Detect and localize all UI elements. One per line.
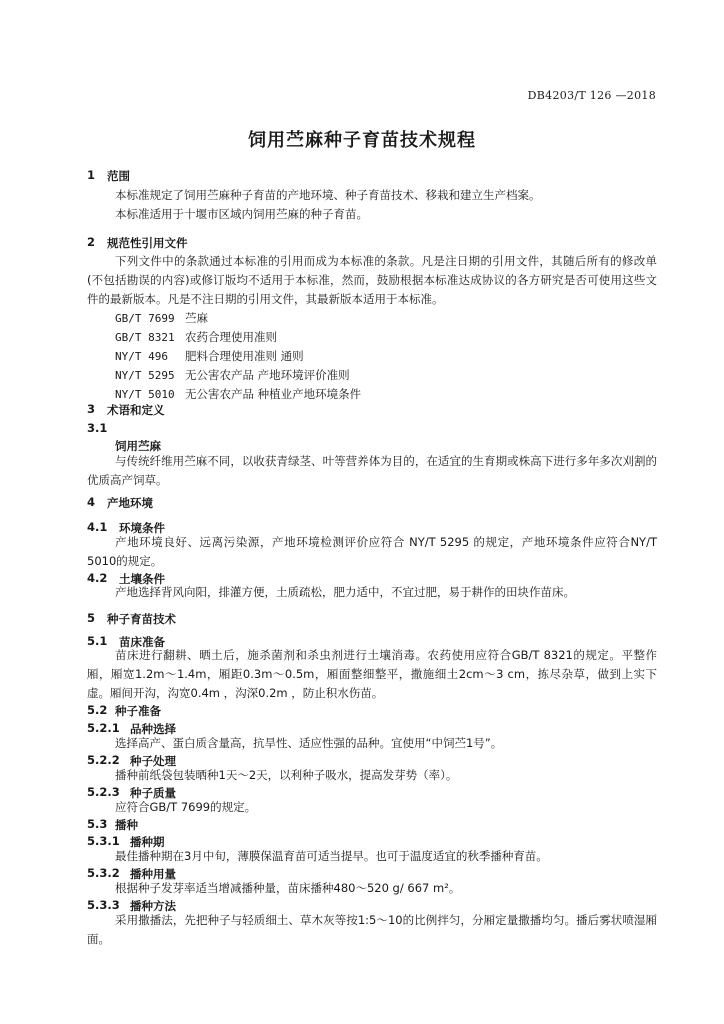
section-5-1-number: 5.1 bbox=[87, 634, 108, 648]
section-5-3-3-number: 5.3.3 bbox=[87, 898, 120, 912]
section-5-3-1-number: 5.3.1 bbox=[87, 834, 120, 848]
section-5-3-3-title: 播种方法 bbox=[130, 899, 176, 913]
section-4-1-para: 产地环境良好、远离污染源，产地环境检测评价应符合 NY/T 5295 的规定，产地环境条件应符合NY/T 5010的规定。 bbox=[87, 535, 657, 568]
document-title: 饲用苎麻种子育苗技术规程 bbox=[248, 130, 476, 151]
section-1-para-1: 本标准规定了饲用苎麻种子育苗的产地环境、种子育苗技术、移栽和建立生产档案。 bbox=[115, 188, 541, 202]
section-2-number: 2 bbox=[87, 235, 96, 249]
section-4-1-number: 4.1 bbox=[87, 520, 108, 534]
section-5-3-title: 播种 bbox=[115, 818, 138, 832]
section-2-title: 规范性引用文件 bbox=[107, 236, 188, 250]
section-5-2-2-para: 播种前纸袋包装晒种1天～2天，以利种子吸水，提高发芽势（率）。 bbox=[115, 768, 458, 782]
section-5-2-1-title: 品种选择 bbox=[130, 722, 176, 736]
section-5-3-2-number: 5.3.2 bbox=[87, 866, 120, 880]
section-4-2-title: 土壤条件 bbox=[119, 572, 165, 586]
section-5-2-1-para: 选择高产、蛋白质含量高，抗旱性、适应性强的品种。宜使用“中饲苎1号”。 bbox=[115, 736, 503, 750]
section-5-2-title: 种子准备 bbox=[115, 704, 161, 718]
section-3-title: 术语和定义 bbox=[107, 403, 165, 417]
section-1-title: 范围 bbox=[107, 169, 130, 183]
reference-item: NY/T 496 肥料合理使用准则 通则 bbox=[115, 349, 304, 363]
reference-item: GB/T 8321 农药合理使用准则 bbox=[115, 330, 277, 344]
section-4-1-title: 环境条件 bbox=[119, 521, 165, 535]
section-4-2-para: 产地选择背风向阳，排灌方便，土质疏松，肥力适中，不宜过肥，易于耕作的田块作苗床。 bbox=[115, 585, 575, 599]
section-4-2-number: 4.2 bbox=[87, 571, 108, 585]
section-5-3-2-para: 根据种子发芽率适当增减播种量，苗床播种480～520 g/ 667 m²。 bbox=[115, 881, 461, 895]
section-5-3-2-title: 播种用量 bbox=[130, 867, 176, 881]
section-5-2-3-number: 5.2.3 bbox=[87, 785, 120, 799]
reference-item: NY/T 5010 无公害农产品 种植业产地环境条件 bbox=[115, 387, 362, 401]
reference-item: NY/T 5295 无公害农产品 产地环境评价准则 bbox=[115, 368, 350, 382]
section-1-number: 1 bbox=[87, 168, 96, 182]
section-5-2-3-para: 应符合GB/T 7699的规定。 bbox=[115, 800, 257, 814]
section-5-2-number: 5.2 bbox=[87, 703, 108, 717]
section-5-1-para: 苗床进行翻耕、晒土后，施杀菌剂和杀虫剂进行土壤消毒。农药使用应符合GB/T 8321的规定。平整作厢，厢宽1.2m～1.4m，厢距0.3m～0.5m，厢面整细整平，撒施细土2cm～3 cm，拣尽杂草，做到上实下虚。厢间开沟，沟宽0.4m ，沟深0.2m ，防止积水伤苗。 bbox=[87, 648, 657, 700]
section-5-number: 5 bbox=[87, 611, 96, 625]
section-4-number: 4 bbox=[87, 495, 96, 509]
section-4-title: 产地环境 bbox=[107, 496, 153, 510]
section-5-title: 种子育苗技术 bbox=[107, 612, 176, 626]
section-1-para-2: 本标准适用于十堰市区域内饲用苎麻的种子育苗。 bbox=[115, 207, 368, 221]
term-name: 饲用苎麻 bbox=[115, 439, 161, 453]
section-5-3-1-para: 最佳播种期在3月中旬，薄膜保温育苗可适当提早。也可于温度适宜的秋季播种育苗。 bbox=[115, 849, 548, 863]
section-3-1-number: 3.1 bbox=[87, 421, 108, 435]
term-definition: 与传统纤维用苎麻不同，以收获青绿茎、叶等营养体为目的，在适宜的生育期或株高下进行多年多次刈割的优质高产饲草。 bbox=[87, 454, 657, 487]
section-5-3-3-para: 采用撒播法，先把种子与轻质细土、草木灰等按1:5～10的比例拌匀，分厢定量撒播均匀。播后雾状喷湿厢面。 bbox=[87, 913, 657, 946]
section-5-2-3-title: 种子质量 bbox=[130, 786, 176, 800]
section-5-2-2-title: 种子处理 bbox=[130, 754, 176, 768]
section-2-para: 下列文件中的条款通过本标准的引用而成为本标准的条款。凡是注日期的引用文件，其随后所有的修改单(不包括勘误的内容)或修订版均不适用于本标准，然而，鼓励根据本标准达成协议的各方研究是否可使用这些文件的最新版本。凡是不注日期的引用文件，其最新版本适用于本标准。 bbox=[87, 254, 657, 306]
section-5-3-number: 5.3 bbox=[87, 817, 108, 831]
section-5-3-1-title: 播种期 bbox=[130, 835, 165, 849]
reference-item: GB/T 7699 苎麻 bbox=[115, 311, 208, 325]
section-5-2-1-number: 5.2.1 bbox=[87, 721, 120, 735]
section-5-1-title: 苗床准备 bbox=[119, 635, 165, 649]
section-3-number: 3 bbox=[87, 402, 96, 416]
section-5-2-2-number: 5.2.2 bbox=[87, 753, 120, 767]
document-number: DB4203/T 126 —2018 bbox=[527, 89, 656, 102]
